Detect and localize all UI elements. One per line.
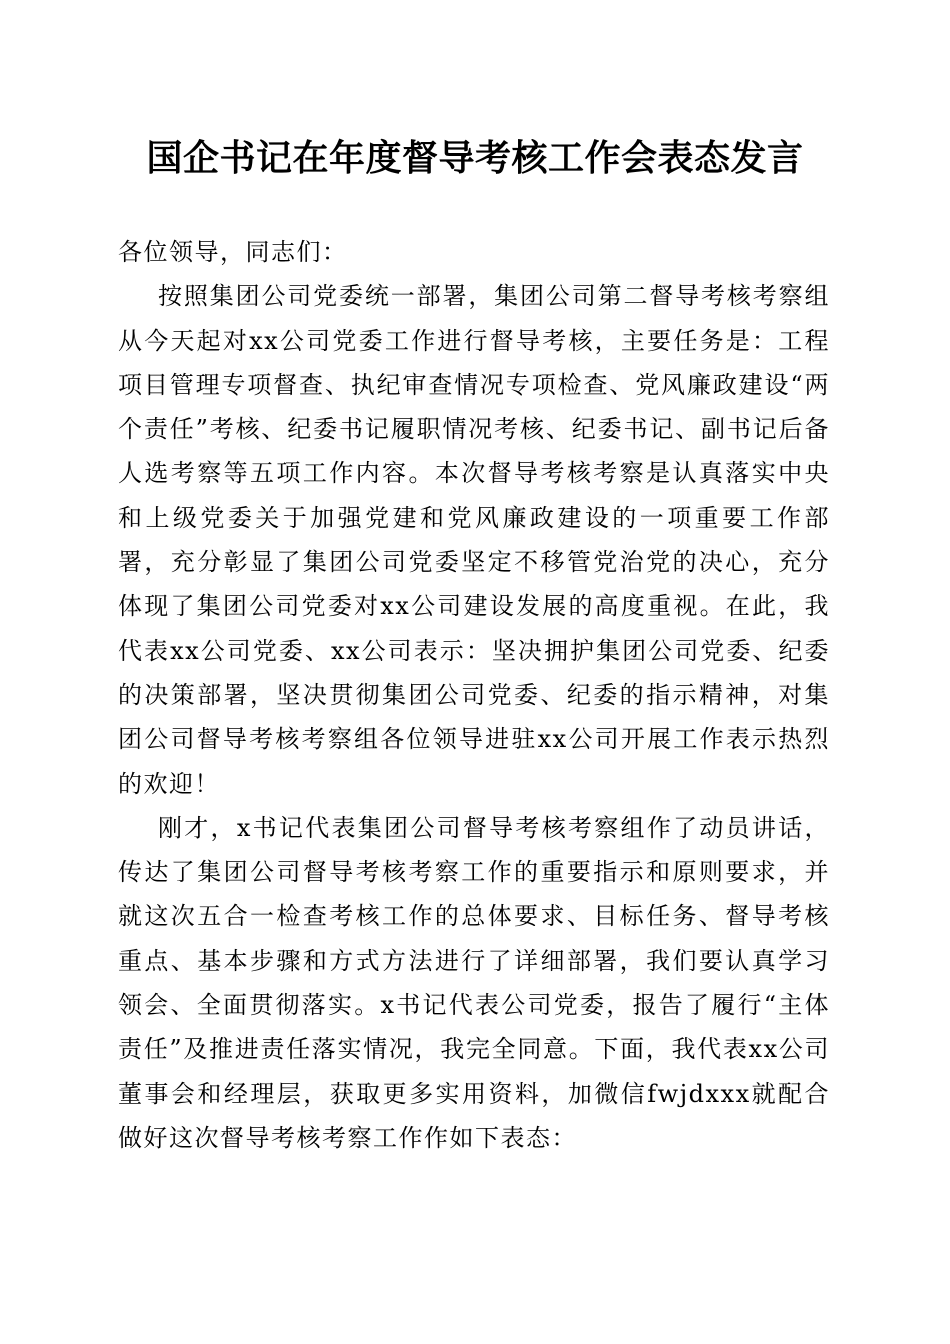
document-title: 国企书记在年度督导考核工作会表态发言 <box>146 138 804 179</box>
document-body <box>118 230 830 1160</box>
salutation: 各位领导，同志们： <box>118 238 348 266</box>
body-paragraph-1: 按照集团公司党委统一部署，集团公司第二督导考核考察组从今天起对xx公司党委工作进行督导考核，主要任务是：工程项目管理专项督查、执纪审查情况专项检查、党风廉政建设“两个责任”考核、纪委书记履职情况考核、纪委书记、副书记后备人选考察等五项工作内容。本次督导考核考察是认真落实中央和上级党委关于加强党建和党风廉政建设的一项重要工作部署，充分彰显了集团公司党委坚定不移管党治党的决心，充分体现了集团公司党委对xx公司建设发展的高度重视。在此，我代表xx公司党委、xx公司表示：坚决拥护集团公司党委、纪委的决策部署，坚决贯彻集团公司党委、纪委的指示精神，对集团公司督导考核考察组各位领导进驻xx公司开展工作表示热烈的欢迎！ <box>118 282 830 798</box>
body-paragraph-2: 刚才，x书记代表集团公司督导考核考察组作了动员讲话，传达了集团公司督导考核考察工作的重要指示和原则要求，并就这次五合一检查考核工作的总体要求、目标任务、督导考核重点、基本步骤和方式方法进行了详细部署，我们要认真学习领会、全面贯彻落实。x书记代表公司党委，报告了履行“主体责任”及推进责任落实情况，我完全同意。下面，我代表xx公司董事会和经理层，获取更多实用资料，加微信fwjdxxx就配合做好这次督导考核考察工作作如下表态： <box>118 813 830 1152</box>
